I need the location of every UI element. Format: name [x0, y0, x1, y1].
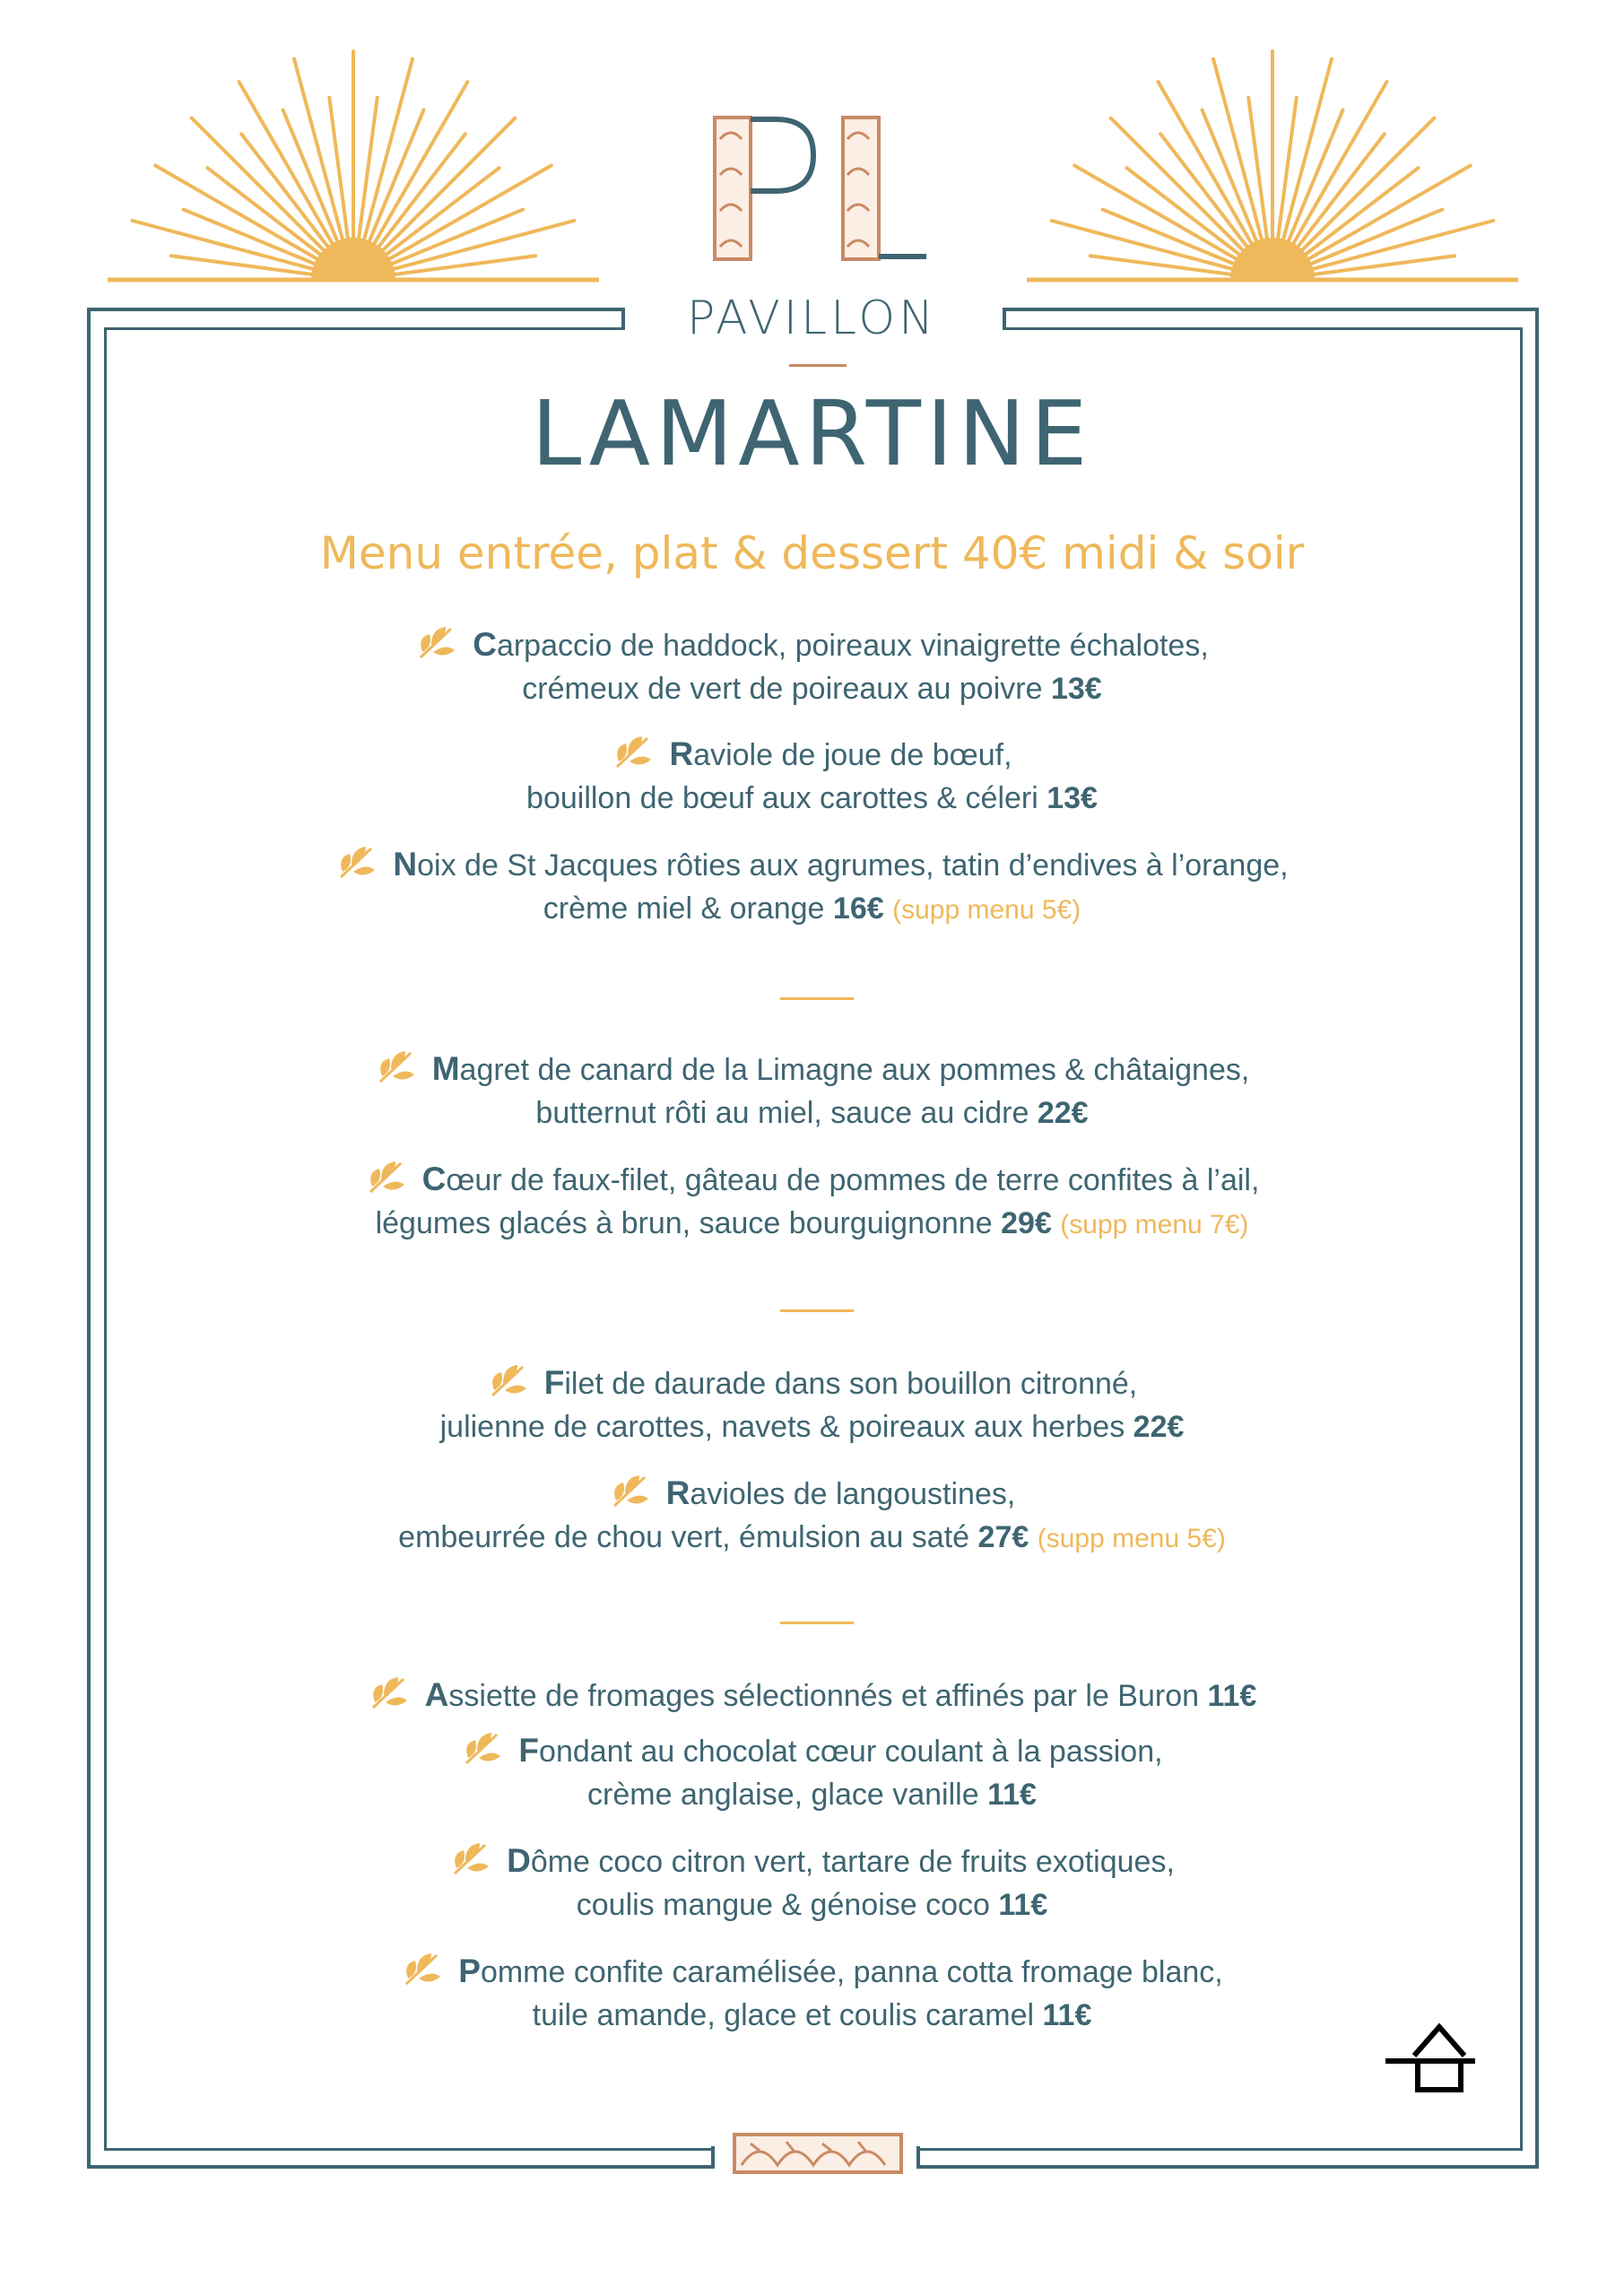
sun-ray	[1301, 118, 1434, 251]
leaf-icon	[365, 1160, 406, 1194]
dish-dessert-3: Dôme coco citron vert, tartare de fruits exotiques, coulis mangue & génoise coco 11€	[0, 1839, 1624, 1926]
leaf-icon	[401, 1952, 442, 1986]
dish-dessert-1: Assiette de fromages sélectionnés et affinés par le Buron 11€	[0, 1674, 1624, 1718]
leaf-icon	[609, 1474, 650, 1508]
dish-entree-1: Carpaccio de haddock, poireaux vinaigrette échalotes, crémeux de vert de poireaux au poivre 13€	[0, 623, 1624, 710]
section-divider	[780, 1622, 854, 1624]
house-icon	[1385, 2018, 1480, 2099]
dish-poisson-1: Filet de daurade dans son bouillon citronné, julienne de carottes, navets & poireaux aux herbes 22€	[439, 1364, 1185, 1444]
dish-plat-1: Magret de canard de la Limagne aux pommes & châtaignes, butternut rôti au miel, sauce au cidre 22€	[0, 1048, 1624, 1135]
menu-title: Menu entrée, plat & dessert 40€ midi & soir	[319, 527, 1305, 579]
dish-dessert-2: Fondant au chocolat cœur coulant à la passion, crème anglaise, glace vanille 11€	[0, 1729, 1624, 1816]
brand-logo	[713, 112, 928, 265]
sun-ray	[1111, 118, 1244, 251]
ornament-panel	[733, 2133, 903, 2174]
brand-name-main: LAMARTINE	[531, 381, 1093, 486]
sun-ray	[382, 118, 515, 251]
brand-name-top: PAVILLON	[686, 291, 938, 345]
sunburst-right	[1027, 27, 1529, 287]
leaf-icon	[461, 1731, 502, 1765]
section-divider	[780, 1309, 854, 1312]
leaf-icon	[415, 625, 456, 659]
dish-poisson-2: Ravioles de langoustines, embeurrée de chou vert, émulsion au saté 27€ (supp menu 5€)	[398, 1474, 1226, 1554]
leaf-icon	[612, 735, 653, 769]
dish-entree-2: Raviole de joue de bœuf, bouillon de bœuf aux carottes & céleri 13€	[526, 735, 1098, 815]
leaf-icon	[487, 1363, 528, 1397]
leaf-icon	[449, 1841, 491, 1875]
brand-divider	[789, 364, 847, 367]
sunburst-left	[108, 27, 610, 287]
dish-dessert-4: Pomme confite caramélisée, panna cotta fromage blanc, tuile amande, glace et coulis caramel 11€	[0, 1950, 1624, 2037]
section-divider	[780, 997, 854, 1000]
dish-plat-2: Cœur de faux-filet, gâteau de pommes de terre confites à l’ail, légumes glacés à brun, sauce bourguignonne 29€ (supp menu 7€)	[0, 1158, 1624, 1247]
sun-ray	[192, 118, 325, 251]
dish-entree-3: Noix de St Jacques rôties aux agrumes, tatin d’endives à l’orange, crème miel & orange 16€ (supp menu 5€)	[0, 843, 1624, 932]
leaf-icon	[368, 1675, 409, 1709]
leaf-icon	[335, 845, 377, 879]
leaf-icon	[375, 1049, 416, 1083]
